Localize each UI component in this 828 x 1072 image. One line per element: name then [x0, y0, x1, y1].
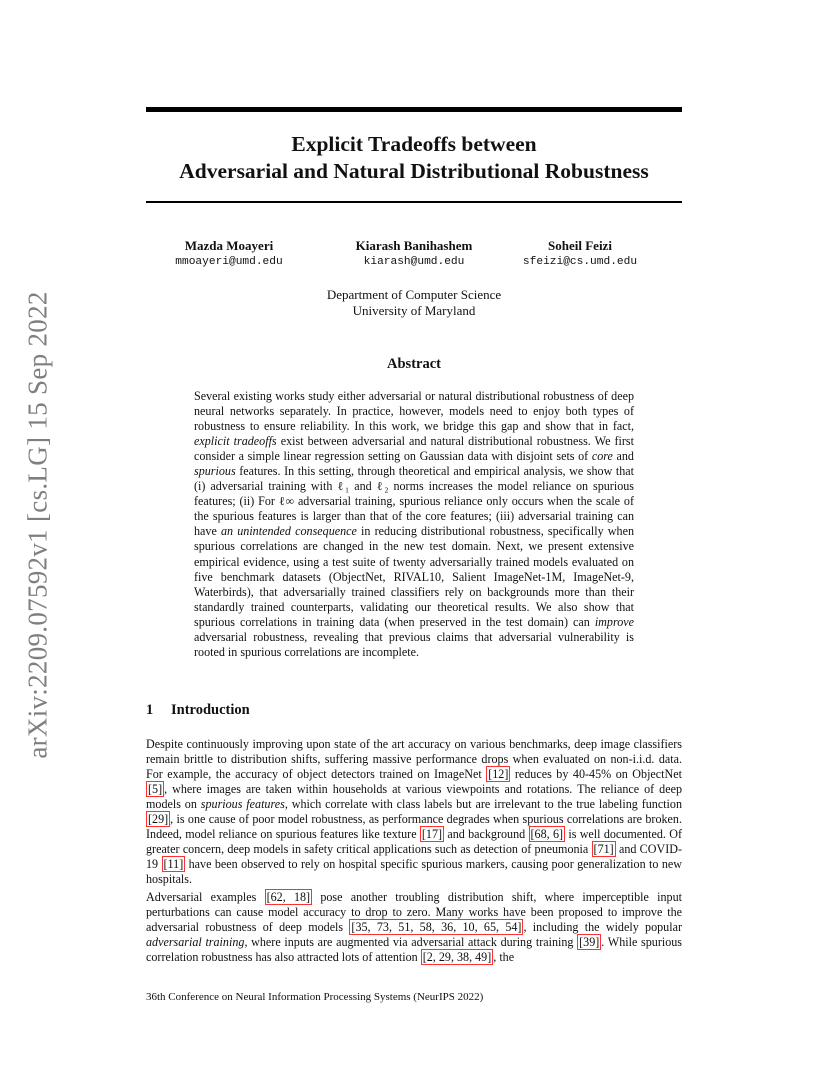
- text-span: is well documented. Of greater concern, deep models in safety critical applications such as detection of pneumonia: [146, 827, 683, 857]
- text-span: , the: [493, 950, 515, 965]
- text-span: , is one cause of poor model robustness, as performance degrades when spurious correlations are broken. Indeed, model reliance on spurious features like texture: [146, 812, 682, 842]
- citation-link[interactable]: [2, 29, 38, 49]: [422, 950, 492, 965]
- affiliation-department: Department of Computer Science: [326, 287, 502, 302]
- abstract-emphasis: an unintended consequence: [220, 524, 357, 539]
- affiliation-university: University of Maryland: [352, 302, 476, 318]
- text-emphasis: adversarial training: [146, 935, 245, 950]
- text-span: , where inputs are augmented via adversarial attack during training: [244, 935, 578, 950]
- abstract-emphasis: core: [591, 449, 613, 464]
- abstract-emphasis: spurious: [194, 464, 236, 479]
- text-span: , which correlate with class labels but are irrelevant to the true labeling function: [284, 797, 682, 812]
- text-span: and COVID-19: [146, 842, 682, 872]
- abstract-span: in reducing distributional robustness, specifically when spurious correlations are changed in the new test domain. Next, we present extensive empirical evidence, using a test suite of twenty adversarially trained models evaluated on five benchmark datasets (ObjectNet, RIVAL10, Salient ImageNet-1M, ImageNet-9, Waterbirds), that adversarially trained classifiers rely on backgrounds more than their standardly trained counterparts, validating our theoretical results. We also show that spurious correlations in training data (when preserved in the test domain) can: [194, 524, 634, 629]
- title-bottom-rule: [146, 201, 682, 203]
- arxiv-side-stamp: arXiv:2209.07592v1 [cs.LG] 15 Sep 2022: [22, 291, 53, 759]
- section-number: 1: [146, 702, 154, 718]
- citation-link[interactable]: [29]: [148, 812, 169, 827]
- text-span: Despite continuously improving upon state of the art accuracy on various benchmarks, deep image classifiers remain brittle to distribution shifts, suffering massive performance drops when evaluated on non-i.i.d. data. For example, the accuracy of object detectors trained on ImageNet: [146, 737, 682, 782]
- abstract-span: adversarial robustness, revealing that previous claims that adversarial vulnerability is rooted in spurious correlations are incomplete.: [194, 629, 634, 659]
- text-span: . While spurious correlation robustness has also attracted lots of attention: [146, 935, 683, 965]
- abstract-span: Several existing works study either adversarial or natural distributional robustness of deep neural networks separately. In practice, however, models need to enjoy both types of robustness to ensure reliability. In this work, we bridge this gap and show that in fact,: [194, 389, 634, 434]
- citation-link[interactable]: [62, 18]: [266, 890, 311, 904]
- text-span: , including the widely popular: [523, 920, 682, 935]
- title-top-rule: [146, 107, 682, 112]
- conference-footer: 36th Conference on Neural Information Processing Systems (NeurIPS 2022): [146, 991, 484, 1003]
- author-email[interactable]: mmoayeri@umd.edu: [175, 256, 283, 268]
- abstract-text: [194, 389, 634, 660]
- citation-link[interactable]: [17]: [421, 827, 443, 842]
- citation-link[interactable]: [68, 6]: [530, 827, 564, 842]
- author-name: Kiarash Banihashem: [355, 238, 473, 253]
- citation-link[interactable]: [71]: [593, 842, 614, 857]
- paper-title: [146, 131, 682, 185]
- title-line-1: Explicit Tradeoffs between: [291, 132, 537, 156]
- citation-link[interactable]: [11]: [163, 857, 184, 872]
- author-email[interactable]: kiarash@umd.edu: [363, 256, 465, 268]
- text-span: pose another troubling distribution shift, where imperceptible input perturbations can cause model accuracy to drop to zero. Many works have been proposed to improve the adversarial robustness of deep models: [146, 890, 682, 935]
- author-name: Mazda Moayeri: [184, 238, 274, 253]
- affiliation: [146, 287, 682, 318]
- intro-paragraph-1: [146, 737, 682, 887]
- citation-link[interactable]: [39]: [579, 935, 600, 950]
- text-emphasis: spurious features: [200, 797, 285, 812]
- abstract-span: and: [612, 449, 634, 464]
- abstract-emphasis: improve: [594, 614, 634, 629]
- citation-link[interactable]: [12]: [488, 767, 509, 782]
- abstract-span: exist between adversarial and natural distributional robustness. We first consider a simple linear regression setting on Gaussian data with disjoint sets of: [194, 434, 634, 464]
- abstract-emphasis: explicit tradeoffs: [194, 434, 277, 449]
- section-heading-introduction: [146, 702, 250, 719]
- text-span: have been observed to rely on hospital specific spurious markers, causing poor generalization to new hospitals.: [146, 857, 682, 887]
- text-span: reduces by 40-45% on ObjectNet: [510, 767, 682, 782]
- abstract-heading: Abstract: [387, 356, 441, 372]
- intro-paragraph-2: [146, 890, 682, 965]
- text-span: , where images are taken within households at various viewpoints and rotations. The reliance of deep models on: [146, 782, 682, 812]
- text-span: and background: [444, 827, 529, 842]
- author-email[interactable]: sfeizi@cs.umd.edu: [522, 256, 638, 268]
- author-3: [480, 238, 680, 270]
- author-name: Soheil Feizi: [548, 238, 612, 253]
- citation-link[interactable]: [5]: [148, 782, 163, 797]
- abstract-span: features. In this setting, through theoretical and empirical analysis, we show that (i) adversarial training with ℓ₁ and ℓ₂ norms increases the model reliance on spurious features; (ii) For ℓ∞ adversarial training, spurious reliance only occurs when the scale of the spurious features is larger than that of the core features; (iii) adversarial training can have: [194, 464, 634, 539]
- text-span: Adversarial examples: [146, 890, 265, 904]
- author-1: [129, 238, 329, 270]
- title-line-2: Adversarial and Natural Distributional Robustness: [179, 159, 649, 183]
- citation-link[interactable]: [35, 73, 51, 58, 36, 10, 65, 54]: [351, 920, 522, 935]
- section-title: Introduction: [171, 702, 250, 718]
